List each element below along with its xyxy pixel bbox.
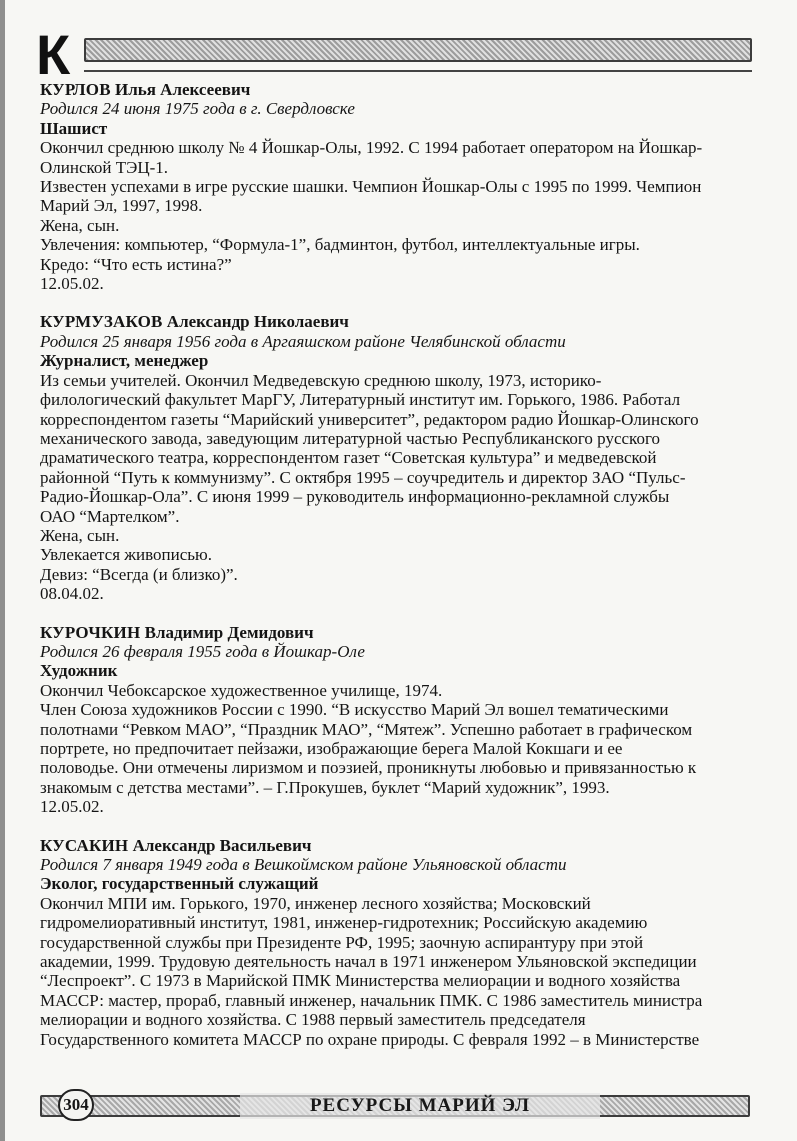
entry-line: Жена, сын. bbox=[40, 525, 120, 545]
entry-line: драматического театра, корреспондентом газет “Советская культура” и медведевской bbox=[40, 448, 657, 468]
footer-title: РЕСУРСЫ МАРИЙ ЭЛ bbox=[240, 1093, 600, 1119]
entry-surname: КУРОЧКИН bbox=[40, 622, 141, 642]
entry-profession: Художник bbox=[40, 661, 118, 681]
scan-edge bbox=[0, 0, 5, 1141]
entry-line: академии, 1999. Трудовую деятельность начал в 1971 инженером Ульяновской экспедиции bbox=[40, 952, 697, 972]
entry-birth: Родился 26 февраля 1955 года в Йошкар-Оле bbox=[40, 641, 365, 661]
entry-birth: Родился 25 января 1956 года в Аргаяшском районе Челябинской области bbox=[40, 331, 566, 351]
entry-date: 12.05.02. bbox=[40, 797, 104, 817]
entry-name bbox=[40, 80, 760, 99]
entry-given-name: Илья Алексеевич bbox=[114, 80, 251, 99]
entry-given-name: Александр Николаевич bbox=[166, 312, 349, 332]
entries-column bbox=[40, 80, 760, 1068]
entry-line: Увлекается живописью. bbox=[40, 545, 212, 565]
entry-kurmuzakov bbox=[40, 312, 760, 603]
entry-given-name: Александр Васильевич bbox=[132, 835, 312, 855]
entry-profession: Шашист bbox=[40, 118, 108, 138]
entry-given-name: Владимир Демидович bbox=[144, 622, 314, 642]
entry-kusakin bbox=[40, 836, 760, 1049]
entry-line: МАССР: мастер, прораб, главный инженер, начальник ПМК. С 1986 заместитель министра bbox=[40, 990, 703, 1010]
entry-line: “Леспроект”. С 1973 в Марийской ПМК Министерства мелиорации и водного хозяйства bbox=[40, 971, 681, 991]
entry-date: 12.05.02. bbox=[40, 274, 104, 294]
entry-line: корреспондентом газеты “Марийский университет”, редактором радио Йошкар-Олинского bbox=[40, 409, 699, 429]
entry-line: полотнами “Ревком МАО”, “Праздник МАО”, “Мятеж”. Успешно работает в графическом bbox=[40, 719, 693, 739]
entry-line: механического завода, заведующим литературной частью Республиканского русского bbox=[40, 428, 660, 448]
page-number: 304 bbox=[58, 1089, 94, 1121]
section-letter: К bbox=[36, 23, 71, 86]
entry-line: Радио-Йошкар-Ола”. С июня 1999 – руководитель информационно-рекламной службы bbox=[40, 487, 670, 507]
header-band bbox=[84, 38, 752, 62]
entry-line: гидромелиоративный институт, 1981, инженер-гидротехник; Российскую академию bbox=[40, 913, 648, 933]
entry-birth: Родился 24 июня 1975 года в г. Свердловске bbox=[40, 99, 355, 119]
entry-date: 08.04.02. bbox=[40, 584, 104, 604]
entry-line: Окончил Чебоксарское художественное училище, 1974. bbox=[40, 680, 443, 700]
entry-kurlov bbox=[40, 80, 760, 293]
entry-name bbox=[40, 312, 760, 331]
entry-line: Государственного комитета МАССР по охране природы. С февраля 1992 – в Министерстве bbox=[40, 1029, 700, 1049]
entry-line: Увлечения: компьютер, “Формула-1”, бадминтон, футбол, интеллектуальные игры. bbox=[40, 235, 640, 255]
entry-line: Известен успехами в игре русские шашки. Чемпион Йошкар-Олы с 1995 по 1999. Чемпион bbox=[40, 177, 702, 197]
entry-kurochkin bbox=[40, 623, 760, 817]
entry-surname: КУРМУЗАКОВ bbox=[40, 312, 163, 332]
entry-line: Кредо: “Что есть истина?” bbox=[40, 254, 232, 274]
entry-line: Марий Эл, 1997, 1998. bbox=[40, 196, 203, 216]
entry-line: Окончил МПИ им. Горького, 1970, инженер лесного хозяйства; Московский bbox=[40, 893, 591, 913]
entry-line: Олинской ТЭЦ-1. bbox=[40, 157, 169, 177]
entry-name bbox=[40, 836, 760, 855]
entry-name bbox=[40, 623, 760, 642]
entry-line: Жена, сын. bbox=[40, 215, 120, 235]
entry-surname: КУСАКИН bbox=[40, 835, 129, 855]
entry-surname: КУРЛОВ bbox=[40, 80, 111, 99]
entry-profession: Эколог, государственный служащий bbox=[40, 874, 319, 894]
entry-line: ОАО “Мартелком”. bbox=[40, 506, 180, 526]
entry-line: мелиорации и водного хозяйства. С 1988 первый заместитель председателя bbox=[40, 1010, 586, 1030]
entry-line: портрете, но предпочитает пейзажи, изображающие берега Малой Кокшаги и ее bbox=[40, 739, 623, 758]
entry-line: Из семьи учителей. Окончил Медведевскую среднюю школу, 1973, историко- bbox=[40, 370, 602, 390]
entry-line: филологический факультет МарГУ, Литературный институт им. Горького, 1986. Работал bbox=[40, 390, 681, 410]
entry-birth: Родился 7 января 1949 года в Вешкоймском районе Ульяновской области bbox=[40, 855, 567, 875]
entry-line: районной “Путь к коммунизму”. С октября 1995 – соучредитель и директор ЗАО “Пульс- bbox=[40, 467, 686, 487]
entry-line: Девиз: “Всегда (и близко)”. bbox=[40, 564, 238, 584]
entry-line: знакомым с детства местами”. – Г.Прокушев, буклет “Марий художник”, 1993. bbox=[40, 777, 610, 797]
entry-line: Член Союза художников России с 1990. “В искусство Марий Эл вошел тематическими bbox=[40, 700, 669, 720]
header-rule bbox=[84, 70, 752, 72]
entry-profession: Журналист, менеджер bbox=[40, 351, 209, 371]
entry-line: половодье. Они отмечены лиризмом и поэзией, проникнуты любовью и привязанностью к bbox=[40, 758, 697, 778]
entry-line: Окончил среднюю школу № 4 Йошкар-Олы, 1992. С 1994 работает оператором на Йошкар- bbox=[40, 138, 703, 158]
entry-line: государственной службы при Президенте РФ, 1995; заочную аспирантуру при этой bbox=[40, 932, 644, 952]
